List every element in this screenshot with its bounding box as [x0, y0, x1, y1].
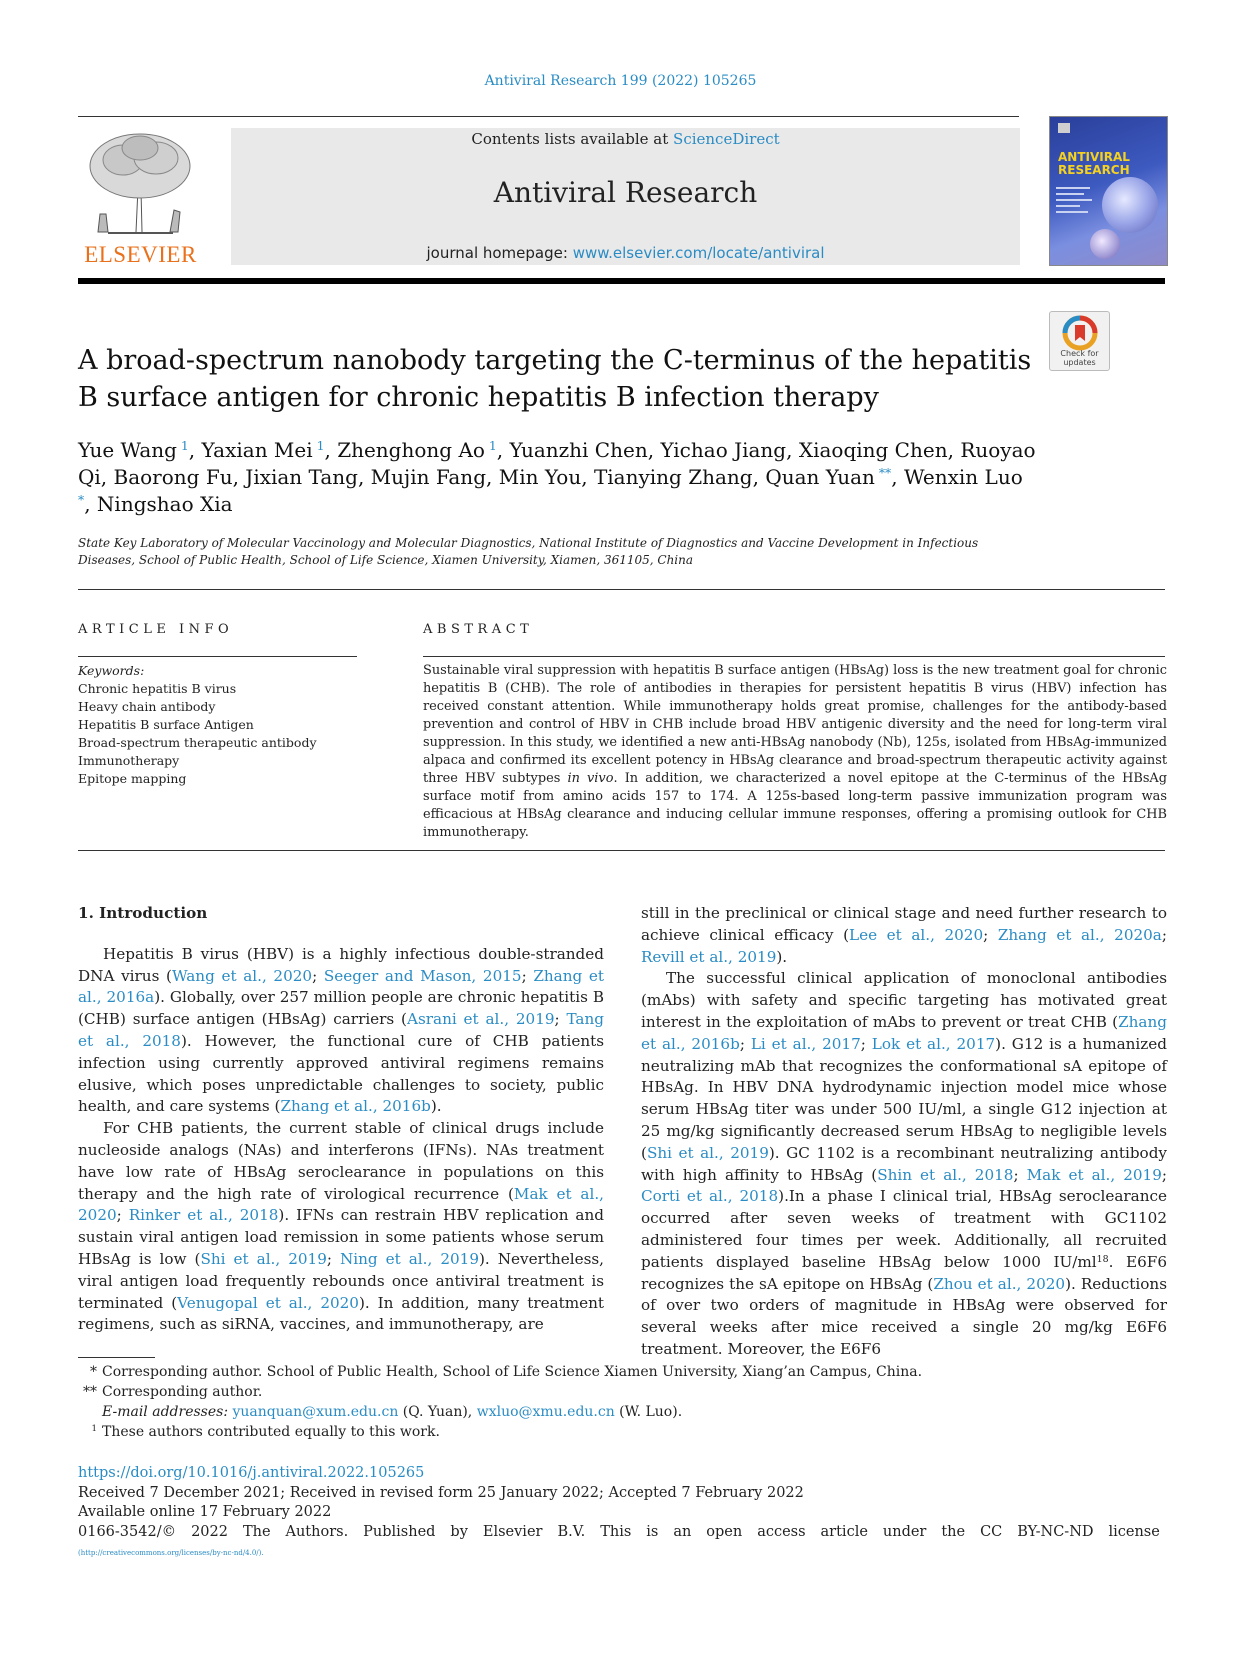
email-label: E-mail addresses: — [102, 1404, 233, 1420]
footnote-emails — [78, 1402, 1078, 1422]
left-paragraphs — [78, 944, 604, 1336]
license-word: an — [673, 1523, 692, 1540]
author-name: Ruoyao Qi — [78, 438, 1036, 489]
paragraph-text: ). In addition, many treatment regimens, such as siRNA, vaccines, and immunotherapy, are — [78, 1293, 605, 1334]
citation-link[interactable]: Mak et al., 2019 — [1026, 1165, 1162, 1184]
license-word: CC — [980, 1523, 1003, 1540]
license-word: the — [941, 1523, 966, 1540]
email-link-yuan[interactable]: yuanquan@xum.edu.cn — [232, 1404, 399, 1420]
footnote-corresponding-2 — [78, 1382, 1078, 1402]
right-paragraphs — [641, 903, 1167, 1361]
citation-link[interactable]: Shin et al., 2018 — [877, 1165, 1014, 1184]
keywords-block — [78, 662, 378, 788]
footnote-equal-contribution — [78, 1422, 1078, 1442]
citation-link[interactable]: Revill et al., 2019 — [641, 947, 777, 966]
license-word: Published — [363, 1523, 436, 1540]
paragraph-text: ). GC 1102 is a recombinant neutralizing antibody with high affinity to HBsAg ( — [641, 1143, 1167, 1184]
introduction-heading: 1. Introduction — [78, 904, 208, 922]
author-name: Zhenghong Ao — [337, 438, 485, 462]
author-affiliation-mark[interactable]: ** — [874, 465, 892, 481]
license-word: 0166-3542/© — [78, 1523, 177, 1540]
author-name: Ningshao Xia — [96, 492, 233, 516]
paragraph-text: . E6F6 recognizes the sA epitope on HBsAg ( — [641, 1252, 1167, 1293]
license-word: under — [882, 1523, 927, 1540]
author-name: Baorong Fu — [113, 465, 233, 489]
author-name: Yichao Jiang — [660, 438, 787, 462]
affiliation-rule — [78, 589, 1165, 590]
footnote-text: These authors contributed equally to this work. — [102, 1424, 440, 1440]
citation-link[interactable]: Mak et al., 2020 — [78, 1184, 605, 1225]
footnote-text: Corresponding author. — [102, 1384, 263, 1400]
received-dates: Received 7 December 2021; Received in revised form 25 January 2022; Accepted 7 February 2022 — [78, 1484, 804, 1501]
journal-reference-link[interactable]: Antiviral Research 199 (2022) 105265 — [484, 73, 757, 89]
homepage-prefix: journal homepage: — [426, 244, 573, 262]
citation-link[interactable]: Lee et al., 2020 — [849, 925, 984, 944]
keyword: Chronic hepatitis B virus — [78, 681, 237, 696]
cover-virus-illustration-small — [1090, 229, 1120, 259]
body-paragraph — [78, 944, 604, 1118]
author-name: Yuanzhi Chen — [509, 438, 648, 462]
author-affiliation-mark[interactable]: 1 — [176, 438, 189, 454]
citation-link[interactable]: Shi et al., 2019 — [200, 1249, 327, 1268]
citation-link[interactable]: Ning et al., 2019 — [340, 1249, 479, 1268]
paragraph-text: ; — [312, 966, 324, 985]
author-name: Wenxin Luo — [903, 465, 1023, 489]
citation-link[interactable]: Rinker et al., 2018 — [128, 1206, 279, 1225]
journal-homepage-link[interactable]: www.elsevier.com/locate/antiviral — [572, 244, 825, 262]
citation-link[interactable]: Zhang et al., 2016a — [78, 966, 604, 1007]
paragraph-text: The successful clinical application of monoclonal antibodies (mAbs) with safety and specific targeting has motivated great interest in the exploitation of mAbs to prevent or treat CHB ( — [641, 969, 1167, 1031]
paragraph-text: For CHB patients, the current stable of clinical drugs include nucleoside analogs (NAs) and interferons (IFNs). NAs treatment have low rate of HBsAg seroclearance in populations on this therapy and the high rate of virological recurrence ( — [78, 1119, 604, 1203]
sciencedirect-link[interactable]: ScienceDirect — [673, 130, 780, 148]
footnote-rule — [78, 1357, 155, 1358]
abstract-text-part: . In addition, we characterized a novel epitope at the C-terminus of the HBsAg surface motif from amino acids 157 to 174. A 125s-based long-term passive immunization program was efficacious at HBsAg clearance and inducing cellular immune responses, offering a promising outlook for CHB immunotherapy. — [423, 771, 1167, 840]
citation-link[interactable]: Seeger and Mason, 2015 — [323, 966, 522, 985]
license-word: open — [706, 1523, 743, 1540]
check-for-updates-badge[interactable] — [1049, 311, 1110, 371]
citation-link[interactable]: Zhang et al., 2020a — [997, 925, 1162, 944]
author-name: Yaxian Mei — [201, 438, 313, 462]
email-owner: (Q. Yuan), — [398, 1404, 477, 1420]
article-info-heading: ARTICLE INFO — [78, 622, 234, 637]
paragraph-text: ). IFNs can restrain HBV replication and sustain viral antigen load remission in some patients whose serum HBsAg is low ( — [78, 1206, 604, 1268]
license-word: This — [600, 1523, 632, 1540]
author-name: Min You — [498, 465, 582, 489]
footnote-mark: ** — [83, 1384, 97, 1400]
abstract-bottom-rule — [78, 850, 1165, 851]
paragraph-text: ; — [860, 1034, 872, 1053]
abstract-text-italic: in vivo — [567, 771, 614, 786]
footnote-text: Corresponding author. School of Public Health, School of Life Science Xiamen University, Xiang’an Campus, China. — [102, 1364, 923, 1380]
paragraph-text: ; — [1013, 1165, 1027, 1184]
article-info-rule — [78, 656, 357, 657]
license-url-link[interactable]: (http://creativecommons.org/licenses/by-nc-nd/4.0/). — [78, 1549, 264, 1557]
paragraph-text: ). However, the functional cure of CHB patients infection using currently approved antiviral regimens remains elusive, which poses unpredictable challenges to society, public health, and care systems ( — [78, 1031, 605, 1116]
license-word: is — [646, 1523, 659, 1540]
license-word: BY-NC-ND — [1017, 1523, 1094, 1540]
contents-prefix: Contents lists available at — [471, 130, 674, 148]
license-word: The — [242, 1523, 271, 1540]
elsevier-logo — [78, 128, 203, 268]
paper-title: A broad-spectrum nanobody targeting the C-terminus of the hepatitis B surface antigen for chronic hepatitis B infection therapy — [78, 345, 1032, 413]
paragraph-text: Hepatitis B virus (HBV) is a highly infectious double-stranded DNA virus ( — [78, 944, 604, 985]
abstract-text-part: Sustainable viral suppression with hepatitis B surface antigen (HBsAg) loss is the new treatment goal for chronic hepatitis B (CHB). The role of antibodies in therapies for persistent hepatitis B virus (HBV) infection has received constant attention. While immunotherapy holds great promise, challenges for the antibody-based prevention and control of HBV in CHB include broad HBV antigenic diversity and the need for long-term viral suppression. In this study, we identified a new anti-HBsAg nanobody (Nb), 125s, isolated from HBsAg-immunized alpaca and confirmed its excellent potency in HBsAg clearance and broad-spectrum therapeutic activity against three HBV subtypes — [423, 663, 1167, 786]
license-word: Elsevier — [482, 1523, 543, 1540]
license-word: license — [1108, 1523, 1160, 1540]
citation-link[interactable]: Wang et al., 2020 — [171, 966, 313, 985]
abstract-text — [423, 662, 1167, 842]
author-affiliation-mark[interactable]: * — [78, 492, 85, 508]
journal-homepage-line — [231, 244, 1020, 262]
abstract-rule — [423, 656, 1165, 657]
keyword: Broad-spectrum therapeutic antibody — [78, 735, 317, 750]
doi-link[interactable]: https://doi.org/10.1016/j.antiviral.2022.105265 — [78, 1465, 425, 1481]
cover-virus-illustration — [1102, 177, 1158, 233]
body-paragraph — [78, 1118, 604, 1336]
keywords-label: Keywords: — [78, 663, 145, 678]
license-word: B.V. — [557, 1523, 586, 1540]
available-online: Available online 17 February 2022 — [78, 1504, 332, 1520]
citation-link[interactable]: Zhang et al., 2016b — [280, 1097, 431, 1116]
citation-link[interactable]: Venugopal et al., 2020 — [177, 1293, 359, 1312]
cover-title: ANTIVIRAL RESEARCH — [1058, 150, 1130, 177]
author-name: Tianying Zhang — [593, 465, 753, 489]
citation-link[interactable]: Tang et al., 2018 — [78, 1010, 604, 1050]
affiliation: State Key Laboratory of Molecular Vaccinology and Molecular Diagnostics, National Institute of Diagnostics and Vaccine Development in Infectious Diseases, School of Public Health, School of Life Science, Xiamen University, Xiamen, 361105, China — [78, 536, 979, 567]
keyword: Heavy chain antibody — [78, 699, 216, 714]
abstract-heading: ABSTRACT — [423, 622, 534, 637]
paragraph-text: ; — [983, 925, 998, 944]
paragraph-text: ; — [521, 966, 534, 985]
journal-title: Antiviral Research — [493, 176, 758, 209]
journal-masthead — [231, 128, 1020, 265]
citation-link[interactable]: Zhou et al., 2020 — [933, 1274, 1066, 1293]
paragraph-text: still in the preclinical or clinical stage and need further research to achieve clinical efficacy ( — [641, 904, 1167, 944]
license-word: access — [757, 1523, 806, 1540]
keyword: Epitope mapping — [78, 771, 187, 786]
footnote-mark: 1 — [91, 1424, 97, 1435]
elsevier-tree-icon — [78, 128, 203, 236]
license-word: article — [820, 1523, 868, 1540]
elsevier-wordmark: ELSEVIER — [84, 242, 197, 267]
license-word: by — [450, 1523, 468, 1540]
masthead-thick-rule — [78, 278, 1165, 284]
contents-available-line — [231, 130, 1020, 148]
author-name: Jixian Tang — [245, 465, 358, 489]
footnote-corresponding-1 — [78, 1362, 1078, 1382]
citation-link[interactable]: Asrani et al., 2019 — [407, 1010, 555, 1029]
header-rule — [78, 116, 1019, 117]
citation-link[interactable]: Corti et al., 2018 — [641, 1187, 779, 1206]
author-name: Yue Wang — [78, 438, 177, 462]
citation-link[interactable]: Zhang et al., 2016b — [641, 1012, 1167, 1053]
paragraph-text: ). Globally, over 257 million people are chronic hepatitis B (CHB) surface antigen (HBsAg) carriers ( — [78, 988, 604, 1029]
email-owner: (W. Luo). — [614, 1404, 683, 1420]
paragraph-text: ; — [1161, 925, 1167, 944]
body-paragraph — [641, 968, 1167, 1360]
keyword: Hepatitis B surface Antigen — [78, 717, 254, 732]
footnotes — [78, 1362, 1078, 1442]
author-name: Mujin Fang — [370, 465, 486, 489]
citation-link[interactable]: Li et al., 2017 — [750, 1034, 861, 1053]
paragraph-text: ; — [116, 1206, 129, 1225]
paragraph-text: ). G12 is a humanized neutralizing mAb that recognizes the conformational sA epitope of HBsAg. In HBV DNA hydrodynamic injection model mice whose serum HBsAg titer was under 500 IU/ml, a single G12 injection at 25 mg/kg significantly decreased serum HBsAg to negligible levels ( — [641, 1034, 1168, 1162]
paragraph-text: ). Reductions of over two orders of magnitude in HBsAg were observed for several weeks after mice received a single 20 mg/kg E6F6 treatment. Moreover, the E6F6 — [641, 1274, 1167, 1358]
author-name: Quan Yuan — [765, 465, 875, 489]
publication-info — [78, 1464, 1168, 1558]
paragraph-text: ). — [430, 1097, 442, 1116]
paragraph-text: ; — [326, 1249, 340, 1268]
license-word: Authors. — [285, 1523, 349, 1540]
citation-link[interactable]: Shi et al., 2019 — [646, 1143, 769, 1162]
paragraph-text: ; — [554, 1010, 567, 1029]
author-affiliation-mark[interactable]: 1 — [484, 438, 497, 454]
body-column-right — [641, 903, 1167, 1361]
body-paragraph — [641, 903, 1167, 968]
body-column-left — [78, 903, 604, 1336]
author-affiliation-mark[interactable]: 1 — [312, 438, 325, 454]
keyword: Immunotherapy — [78, 753, 180, 768]
check-updates-label: Check for updates — [1060, 349, 1099, 367]
footnote-mark: * — [90, 1364, 97, 1380]
paragraph-text: ; — [1161, 1165, 1167, 1184]
cover-logo-icon — [1058, 123, 1070, 133]
paragraph-text: ; — [739, 1034, 751, 1053]
email-link-luo[interactable]: wxluo@xmu.edu.cn — [476, 1404, 615, 1420]
journal-cover-image[interactable] — [1049, 116, 1168, 266]
paragraph-text: ). — [776, 947, 788, 966]
author-list: Yue Wang $^1$, Yaxian Mei $^1$, Zhenghong Ao $^1$, Yuanzhi Chen, Yichao Jiang, Xiaoqing Chen, Ruoyao Qi, Baorong Fu, Jixian Tang, Mujin Fang, Min You, Tianying Zhang, Quan Yuan **, Wenxin Luo *, Ningshao Xia — [78, 438, 1036, 516]
license-statement — [78, 1523, 1160, 1543]
license-word: 2022 — [191, 1523, 228, 1540]
author-name: Xiaoqing Chen — [798, 438, 948, 462]
citation-link[interactable]: Lok et al., 2017 — [871, 1034, 996, 1053]
check-updates-icon — [1062, 315, 1098, 351]
paragraph-text: ).In a phase I clinical trial, HBsAg seroclearance occurred after seven weeks of treatment with GC1102 administered four times per week. Additionally, all recruited patients displayed baseline HBsAg below 1000 IU/ml — [641, 1187, 1168, 1271]
reference-superscript: 18 — [1096, 1253, 1109, 1265]
paragraph-text: ). Nevertheless, viral antigen load frequently rebounds once antiviral treatment is terminated ( — [78, 1249, 604, 1312]
